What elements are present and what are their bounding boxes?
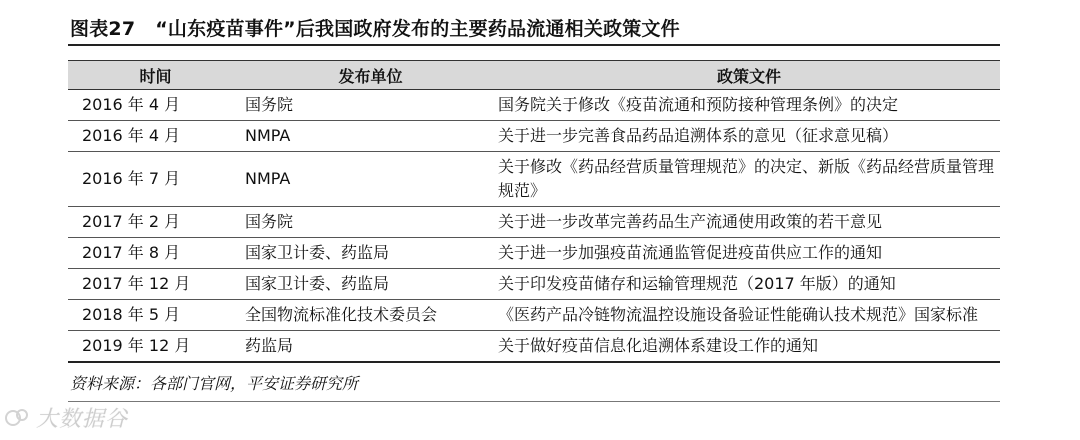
table-row [68,90,1000,121]
table-row [68,269,1000,300]
cell-time: 2016 年 4 月 [68,121,243,152]
cell-time: 2018 年 5 月 [68,300,243,331]
table-header-row [68,61,1000,90]
table-row [68,331,1000,363]
watermark-text: 大数据谷 [36,407,129,432]
table-row [68,121,1000,152]
bottom-divider [68,401,1000,402]
source-note: 资料来源：各部门官网，平安证券研究所 [70,374,359,393]
cell-unit: 国务院 [243,207,498,238]
watermark [4,402,128,433]
table-row [68,300,1000,331]
cell-doc: 关于进一步加强疫苗流通监管促进疫苗供应工作的通知 [498,238,1000,269]
cell-doc: 关于做好疫苗信息化追溯体系建设工作的通知 [498,331,1000,363]
cell-doc: 关于修改《药品经营质量管理规范》的决定、新版《药品经营质量管理规范》 [498,152,1000,207]
document [68,10,1000,402]
header-time: 时间 [68,61,243,90]
header-doc: 政策文件 [498,61,1000,90]
figure-number: 图表27 [70,17,136,40]
cell-unit: NMPA [243,152,498,207]
table-row [68,207,1000,238]
cell-time: 2019 年 12 月 [68,331,243,363]
cell-unit: 国家卫计委、药监局 [243,269,498,300]
cell-unit: NMPA [243,121,498,152]
cell-doc: 关于进一步改革完善药品生产流通使用政策的若干意见 [498,207,1000,238]
cell-unit: 全国物流标准化技术委员会 [243,300,498,331]
cell-doc: 《医药产品冷链物流温控设施设备验证性能确认技术规范》国家标准 [498,300,1000,331]
header-unit: 发布单位 [243,61,498,90]
figure-title: “山东疫苗事件”后我国政府发布的主要药品流通相关政策文件 [155,17,680,40]
cell-time: 2017 年 8 月 [68,238,243,269]
table-row [68,152,1000,207]
cell-doc: 国务院关于修改《疫苗流通和预防接种管理条例》的决定 [498,90,1000,121]
cell-doc: 关于印发疫苗储存和运输管理规范（2017 年版）的通知 [498,269,1000,300]
cell-time: 2016 年 7 月 [68,152,243,207]
table-row [68,238,1000,269]
policy-table [68,60,1000,363]
cell-unit: 国家卫计委、药监局 [243,238,498,269]
spacer [68,46,1000,60]
cell-time: 2016 年 4 月 [68,90,243,121]
cell-time: 2017 年 12 月 [68,269,243,300]
cell-unit: 国务院 [243,90,498,121]
cell-doc: 关于进一步完善食品药品追溯体系的意见（征求意见稿） [498,121,1000,152]
figure-title-bar [68,10,1000,46]
cell-time: 2017 年 2 月 [68,207,243,238]
watermark-logo-icon [4,407,30,429]
cell-unit: 药监局 [243,331,498,363]
